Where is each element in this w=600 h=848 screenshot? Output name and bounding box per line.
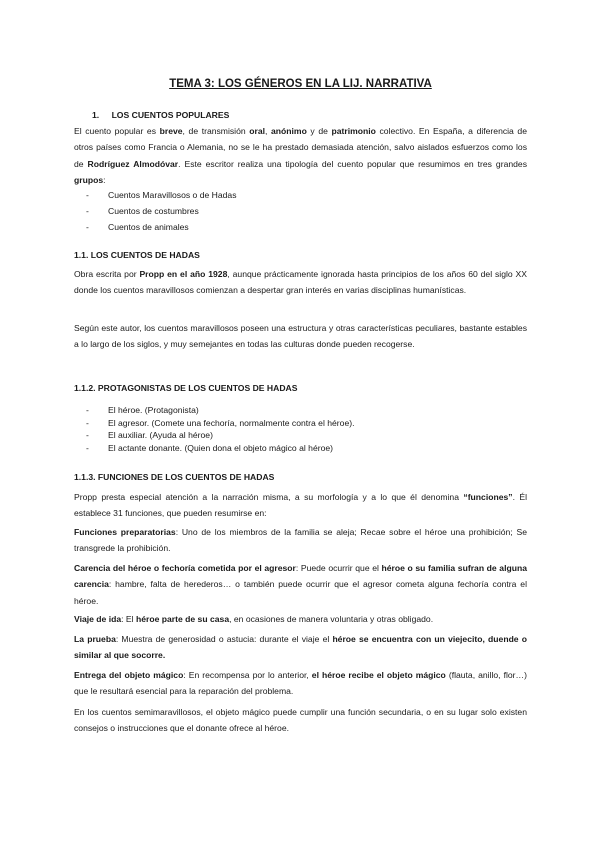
list-item: - El agresor. (Comete una fechoría, normalmente contra el héroe). — [86, 417, 355, 428]
section-heading-cuentos-populares — [92, 110, 229, 120]
paragraph-carencia: Carencia del héroe o fechoría cometida por el agresor: Puede ocurrir que el héroe o su familia sufran de alguna carencia: hambre, falta de herederos… o también puede ocurrir que el agresor cometa alguna fechoría contra el héroe. — [74, 563, 527, 606]
list-item: - El auxiliar. (Ayuda al héroe) — [86, 430, 213, 440]
section-heading-protagonistas: 1.1.2. PROTAGONISTAS DE LOS CUENTOS DE HADAS — [74, 383, 298, 393]
list-grupos — [86, 187, 237, 235]
paragraph-propp: Obra escrita por Propp en el año 1928, aunque prácticamente ignorada hasta principios de los años 60 del siglo XX donde los cuentos maravillosos comienzan a despertar gran interés en varias disciplinas humanísticas. — [74, 269, 527, 296]
list-protagonistas — [86, 404, 354, 454]
list-item: - Cuentos de animales — [86, 222, 189, 232]
list-item: - El actante donante. (Quien dona el objeto mágico al héroe) — [86, 442, 334, 453]
list-item: - Cuentos Maravillosos o de Hadas — [86, 190, 237, 200]
paragraph-la-prueba: La prueba: Muestra de generosidad o astucia: durante el viaje el héroe se encuentra con un viejecito, duende o similar al que socorre. — [74, 634, 528, 661]
section-heading-funciones: 1.1.3. FUNCIONES DE LOS CUENTOS DE HADAS — [74, 472, 275, 482]
paragraph-semimaravillosos: En los cuentos semimaravillosos, el objeto mágico puede cumplir una función secundaria, o en su lugar solo existen consejos o instrucciones que el donante ofrece al héroe. — [74, 707, 527, 734]
paragraph-funciones-intro: Propp presta especial atención a la narración misma, a su morfología y a lo que él denomina “funciones”. Él establece 31 funciones, que pueden resumirse en: — [74, 492, 527, 519]
paragraph-objeto-magico: Entrega del objeto mágico: En recompensa por lo anterior, el héroe recibe el objeto mágico (flauta, anillo, flor…) que le resultará esencial para la reparación del problema. — [74, 670, 527, 697]
paragraph-estructura: Según este autor, los cuentos maravillosos poseen una estructura y otras características peculiares, bastante estables a lo largo de los siglos, y muy semejantes en todas las culturas donde pueden recogerse. — [74, 323, 527, 350]
page-title: TEMA 3: LOS GÉNEROS EN LA LIJ. NARRATIVA — [169, 78, 432, 90]
paragraph-cuentos-populares: El cuento popular es breve, de transmisión oral, anónimo y de patrimonio colectivo. En España, a diferencia de otros países como Francia o Alemania, no se le ha prestado demasiada atención, salvo aislados esfuerzos como los de Rodríguez Almodóvar. Este escritor realiza una tipología del cuento popular que resumimos en tres grandes grupos: — [74, 126, 527, 185]
section-heading-text: LOS CUENTOS POPULARES — [111, 110, 230, 120]
paragraph-viaje-ida: Viaje de ida: El héroe parte de su casa, en ocasiones de manera voluntaria y otras obligado. — [74, 614, 434, 624]
section-heading-cuentos-hadas: 1.1. LOS CUENTOS DE HADAS — [74, 250, 200, 260]
section-number: 1. — [92, 110, 100, 120]
paragraph-funciones-preparatorias: Funciones preparatorias: Uno de los miembros de la familia se aleja; Recae sobre el héroe una prohibición; Se transgrede la prohibición. — [74, 527, 527, 554]
list-item: - Cuentos de costumbres — [86, 206, 199, 216]
list-item: - El héroe. (Protagonista) — [86, 405, 199, 415]
